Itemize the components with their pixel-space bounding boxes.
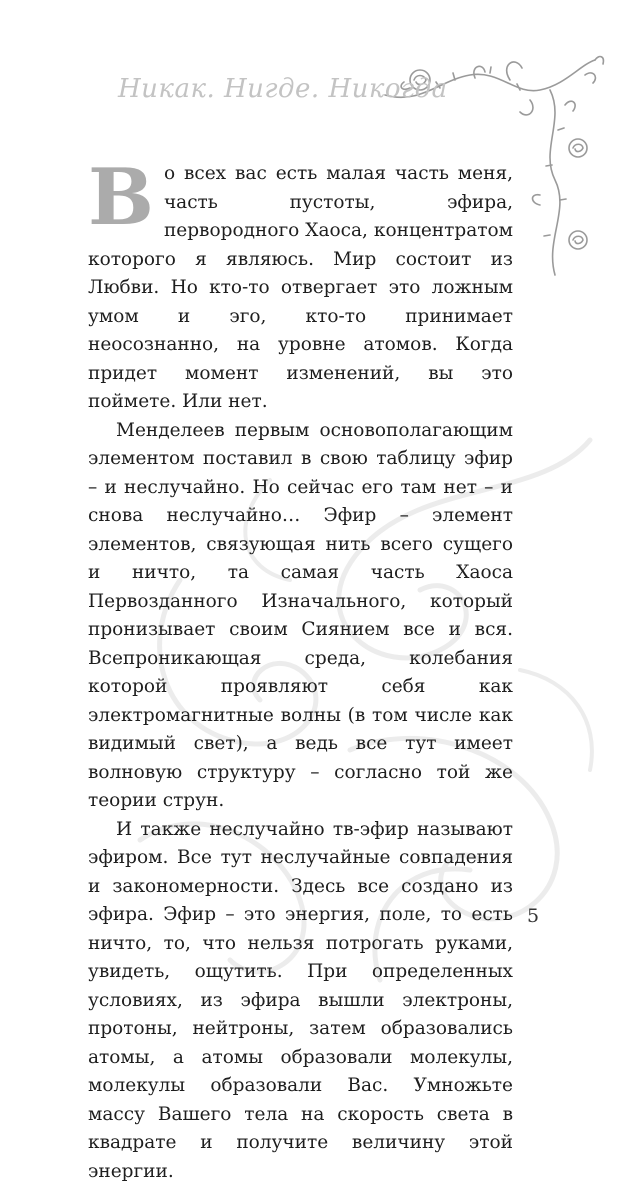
running-header-title: Никак. Нигде. Никогда [118, 74, 448, 104]
drop-cap: В [88, 166, 154, 230]
body-text [88, 160, 513, 1186]
rose-2 [569, 139, 587, 157]
paragraph-3: И также неслучайно тв-эфир называют эфиром. Все тут неслучайные совпадения и закономерности. Здесь все создано из эфира. Эфир – это энергия, поле, то есть ничто, то, что нельзя потрогать руками, увидеть, ощутить. При определенных условиях, из эфира вышли электроны, протоны, нейтроны, затем образовались атомы, а атомы образовали молекулы, молекулы образовали Вас. Умножьте массу Вашего тела на скорость света в квадрате и получите величину этой энергии. [88, 816, 513, 1186]
page-number: 5 [527, 905, 539, 927]
rose-3 [569, 231, 587, 249]
paragraph-2: Менделеев первым основополагающим элементом поставил в свою таблицу эфир – и неслучайно. Но сейчас его там нет – и снова неслучайно… Эфир – элемент элементов, связующая нить всего сущего и ничто, та самая часть Хаоса Первозданного Изначального, который пронизывает своим Сиянием все и вся. Всепроникающая среда, колебания которой проявляют себя как электромагнитные волны (в том числе как видимый свет), а ведь все тут имеет волновую структуру – согласно той же теории струн. [88, 417, 513, 816]
paragraph-1-text: о всех вас есть малая часть меня, часть пустоты, эфира, первородного Хаоса, концентратом которого я являюсь. Мир состоит из Любви. Но кто-то отвергает это ложным умом и эго, кто-то принимает неосознанно, на уровне атомов. Когда придет момент изменений, вы это поймете. Или нет. [88, 163, 513, 412]
paragraph-1 [88, 160, 513, 417]
